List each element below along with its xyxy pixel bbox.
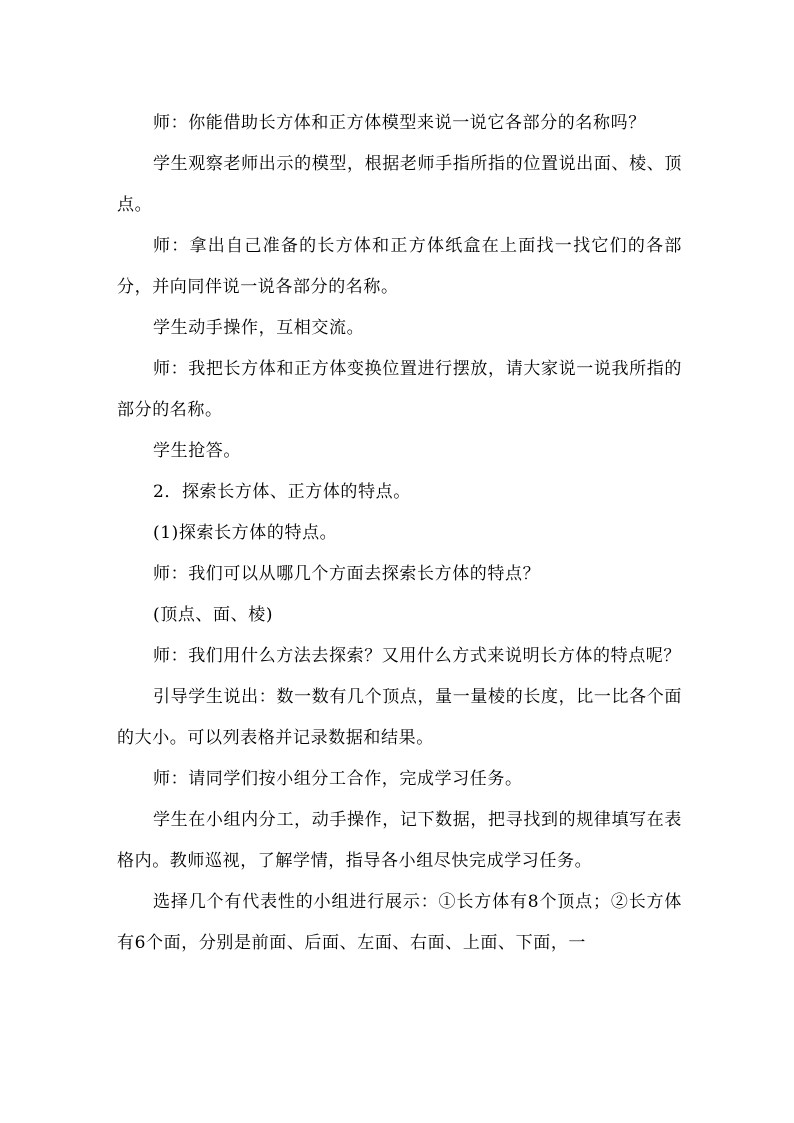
paragraph-students-observe-model: 学生观察老师出示的模型，根据老师手指所指的位置说出面、棱、顶点。: [117, 154, 682, 215]
paragraph-teacher-change-position: 师：我把长方体和正方体变换位置进行摆放，请大家说一说我所指的部分的名称。: [117, 359, 682, 420]
paragraph-students-answer: 学生抢答。: [153, 441, 241, 461]
subsection-heading-cuboid-features: (1)探索长方体的特点。: [153, 523, 338, 543]
paragraph-aspects-list: (顶点、面、棱): [153, 605, 274, 625]
paragraph-teacher-which-aspects: 师：我们可以从哪几个方面去探索长方体的特点？: [153, 564, 541, 584]
paragraph-group-presentation: 选择几个有代表性的小组进行展示：①长方体有8个顶点；②长方体有6个面，分别是前面、后面、左面、右面、上面、下面，一: [117, 892, 682, 953]
paragraph-teacher-group-work: 师：请同学们按小组分工合作，完成学习任务。: [153, 769, 523, 789]
paragraph-students-group-operation: 学生在小组内分工，动手操作，记下数据，把寻找到的规律填写在表格内。教师巡视，了解学情，指导各小组尽快完成学习任务。: [117, 810, 682, 871]
section-heading-explore-features: 2．探索长方体、正方体的特点。: [153, 482, 411, 502]
paragraph-teacher-method: 师：我们用什么方法去探索？又用什么方式来说明长方体的特点呢？: [153, 646, 681, 666]
paragraph-students-exchange: 学生动手操作，互相交流。: [153, 318, 365, 338]
document-body: [117, 103, 682, 964]
paragraph-teacher-paper-boxes: 师：拿出自己准备的长方体和正方体纸盒在上面找一找它们的各部分，并向同伴说一说各部分的名称。: [117, 236, 682, 297]
paragraph-guide-students: 引导学生说出：数一数有几个顶点，量一量棱的长度，比一比各个面的大小。可以列表格并记录数据和结果。: [117, 687, 682, 748]
paragraph-teacher-question-names: 师：你能借助长方体和正方体模型来说一说它各部分的名称吗？: [153, 113, 646, 133]
